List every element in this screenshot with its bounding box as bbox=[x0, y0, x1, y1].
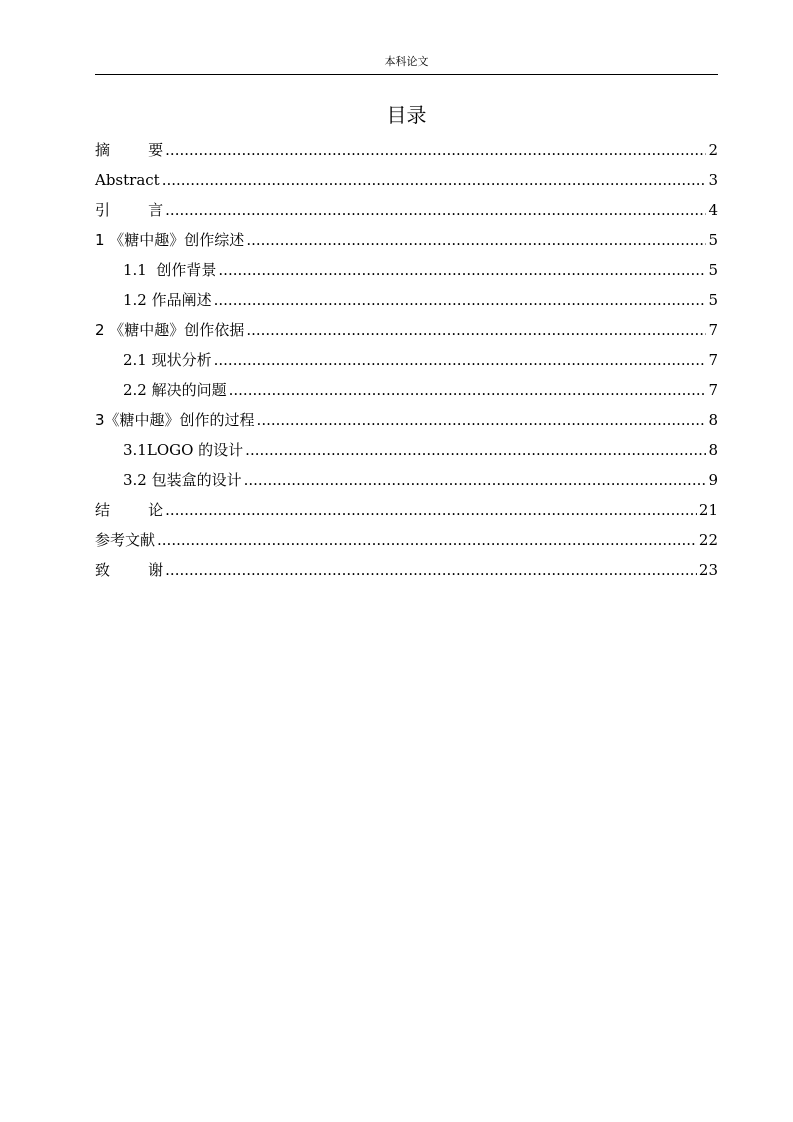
running-title: 本科论文 bbox=[384, 55, 429, 68]
toc-entry-section-3-1[interactable] bbox=[95, 438, 718, 468]
toc-entry-label: 2 《糖中趣》创作依据 bbox=[95, 321, 245, 339]
toc-entry-label: 参考文献 bbox=[95, 531, 156, 549]
toc-entry-page: 23 bbox=[698, 561, 718, 579]
toc-entry-chapter-1[interactable] bbox=[95, 228, 718, 258]
page-header bbox=[95, 55, 718, 75]
toc-leader-dots bbox=[165, 138, 706, 162]
toc-entry-introduction[interactable] bbox=[95, 198, 718, 228]
toc-entry-references[interactable] bbox=[95, 528, 718, 558]
toc-leader-dots bbox=[246, 228, 706, 252]
toc-entry-conclusion[interactable] bbox=[95, 498, 718, 528]
toc-entry-page: 9 bbox=[708, 471, 718, 489]
toc-entry-label: 结 论 bbox=[95, 501, 164, 519]
toc-leader-dots bbox=[246, 318, 706, 342]
toc-entry-label: Abstract bbox=[95, 171, 160, 189]
toc-entry-page: 7 bbox=[708, 321, 718, 339]
toc-entry-label: 1 《糖中趣》创作综述 bbox=[95, 231, 245, 249]
toc-entry-section-1-1[interactable] bbox=[95, 258, 718, 288]
toc-entry-abstract-cn[interactable] bbox=[95, 138, 718, 168]
toc-leader-dots bbox=[162, 168, 707, 192]
toc-entry-label: 1.2 作品阐述 bbox=[123, 291, 212, 309]
toc-entry-page: 8 bbox=[708, 441, 718, 459]
toc-entry-page: 22 bbox=[698, 531, 718, 549]
toc-leader-dots bbox=[165, 198, 706, 222]
toc-entry-label: 2.2 解决的问题 bbox=[123, 381, 227, 399]
toc-entry-section-2-2[interactable] bbox=[95, 378, 718, 408]
toc-entry-page: 5 bbox=[708, 261, 718, 279]
toc-entry-page: 5 bbox=[708, 231, 718, 249]
toc-entry-page: 8 bbox=[708, 411, 718, 429]
toc-leader-dots bbox=[257, 408, 707, 432]
toc-entry-label: 2.1 现状分析 bbox=[123, 351, 212, 369]
toc-leader-dots bbox=[244, 468, 707, 492]
toc-entry-section-2-1[interactable] bbox=[95, 348, 718, 378]
toc-entry-chapter-2[interactable] bbox=[95, 318, 718, 348]
toc-leader-dots bbox=[157, 528, 697, 552]
toc-entry-label: 致 谢 bbox=[95, 561, 164, 579]
toc-entry-section-1-2[interactable] bbox=[95, 288, 718, 318]
toc-entry-label: 3.1LOGO 的设计 bbox=[123, 441, 244, 459]
toc-entry-label: 3.2 包装盒的设计 bbox=[123, 471, 242, 489]
toc-entry-section-3-2[interactable] bbox=[95, 468, 718, 498]
toc-leader-dots bbox=[165, 498, 697, 522]
toc-leader-dots bbox=[214, 288, 707, 312]
toc-entry-label: 摘 要 bbox=[95, 141, 164, 159]
toc-entry-label: 3《糖中趣》创作的过程 bbox=[95, 411, 255, 429]
toc-entry-page: 4 bbox=[708, 201, 718, 219]
table-of-contents bbox=[95, 138, 718, 588]
toc-entry-page: 7 bbox=[708, 351, 718, 369]
toc-entry-chapter-3[interactable] bbox=[95, 408, 718, 438]
toc-leader-dots bbox=[245, 438, 706, 462]
toc-entry-page: 7 bbox=[708, 381, 718, 399]
toc-title: 目录 bbox=[386, 103, 427, 127]
toc-leader-dots bbox=[214, 348, 707, 372]
toc-entry-label: 引 言 bbox=[95, 201, 164, 219]
toc-entry-page: 21 bbox=[698, 501, 718, 519]
toc-entry-abstract-en[interactable] bbox=[95, 168, 718, 198]
toc-leader-dots bbox=[218, 258, 706, 282]
toc-entry-page: 5 bbox=[708, 291, 718, 309]
toc-leader-dots bbox=[229, 378, 707, 402]
toc-entry-page: 2 bbox=[708, 141, 718, 159]
toc-entry-page: 3 bbox=[708, 171, 718, 189]
toc-entry-label: 1.1 创作背景 bbox=[123, 261, 217, 279]
toc-leader-dots bbox=[165, 558, 697, 582]
toc-entry-acknowledgements[interactable] bbox=[95, 558, 718, 588]
